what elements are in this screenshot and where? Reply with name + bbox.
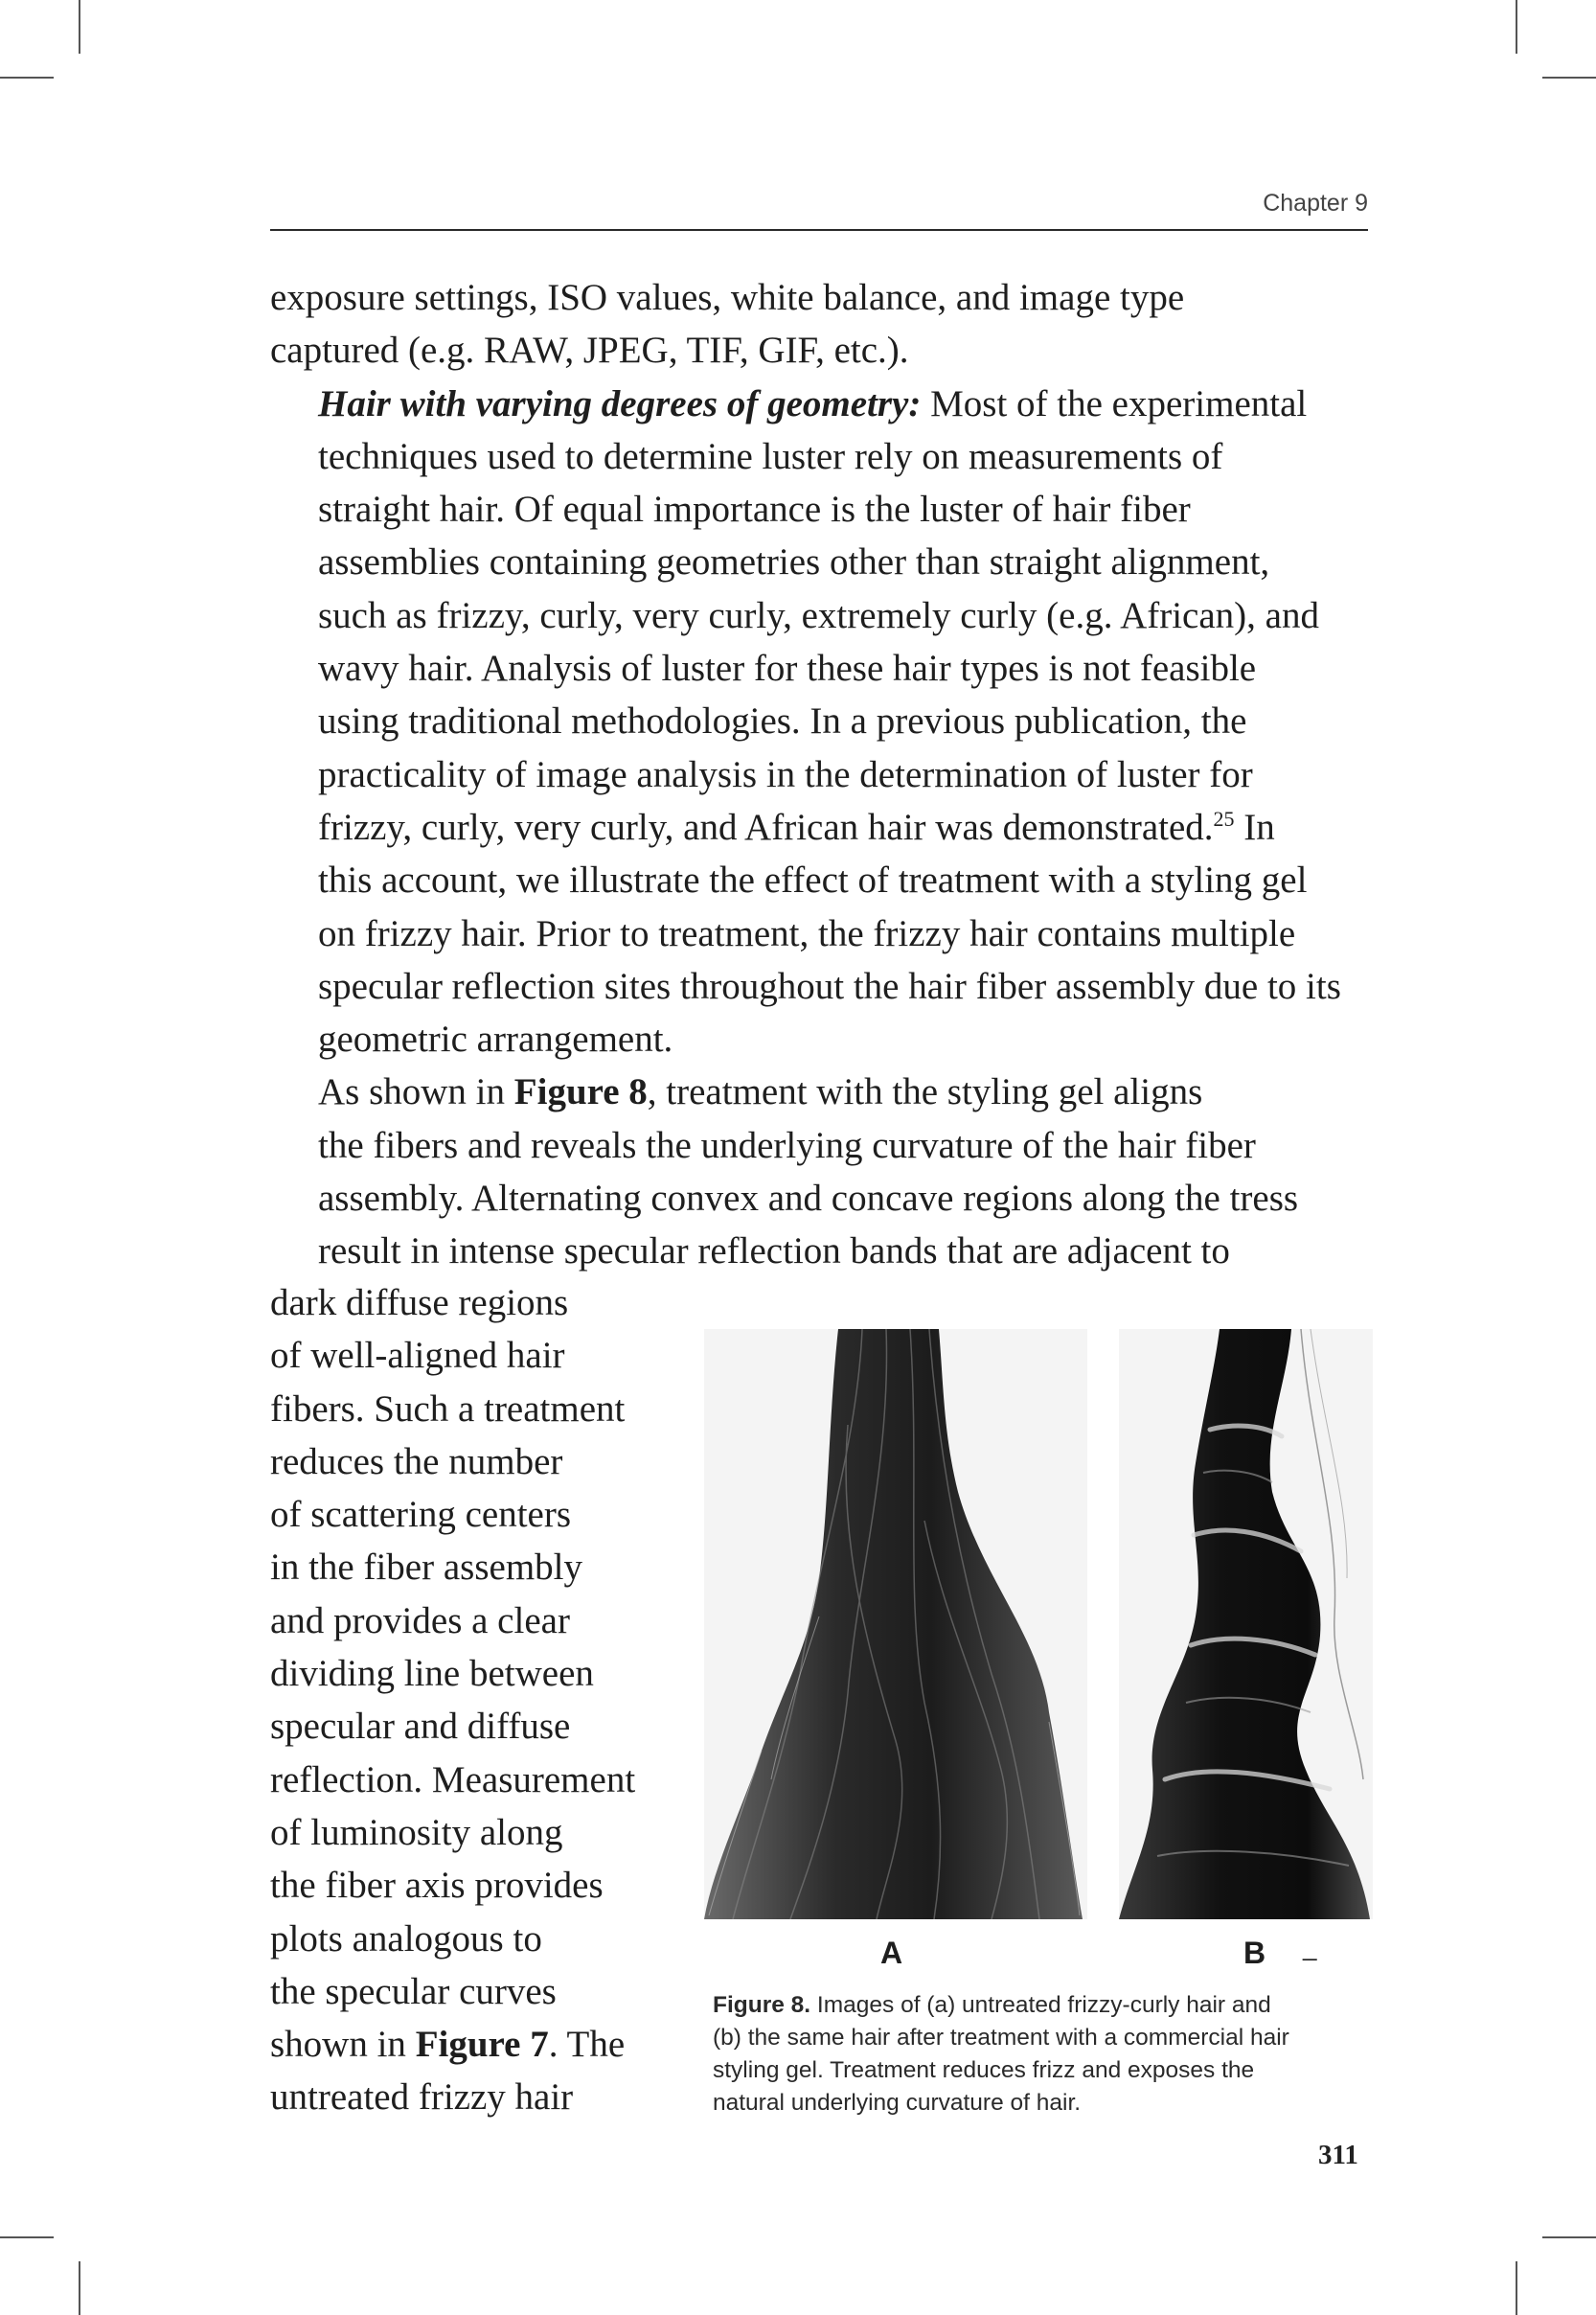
text-line: this account, we illustrate the effect of treatment with a styling gel bbox=[318, 860, 1308, 902]
panel-label-b: B bbox=[1243, 1936, 1266, 1970]
text-run: shown in bbox=[270, 2024, 416, 2066]
text-line bbox=[270, 801, 1370, 854]
text-line: captured (e.g. RAW, JPEG, TIF, GIF, etc.). bbox=[270, 330, 909, 372]
text-line: assemblies containing geometries other than straight alignment, bbox=[318, 541, 1270, 584]
crop-mark bbox=[79, 2261, 80, 2315]
text-line: geometric arrangement. bbox=[318, 1019, 673, 1061]
crop-mark bbox=[79, 0, 80, 54]
text-line: fibers. Such a treatment bbox=[270, 1387, 626, 1430]
text-line: and provides a clear bbox=[270, 1599, 570, 1641]
caption-line: styling gel. Treatment reduces frizz and exposes the bbox=[713, 2057, 1255, 2083]
run-in-heading: Hair with varying degrees of geometry: bbox=[318, 382, 922, 424]
panel-label-a: A bbox=[880, 1936, 903, 1970]
text-run: frizzy, curly, very curly, and African hair was demonstrated. bbox=[318, 806, 1214, 848]
text-line: dark diffuse regions bbox=[270, 1282, 569, 1323]
text-line: on frizzy hair. Prior to treatment, the frizzy hair contains multiple bbox=[318, 912, 1296, 954]
text-line: the specular curves bbox=[270, 1970, 557, 2012]
text-line: such as frizzy, curly, very curly, extremely curly (e.g. African), and bbox=[318, 594, 1319, 636]
crop-mark bbox=[1542, 77, 1596, 79]
figure-caption bbox=[713, 1989, 1374, 2120]
caption-run: Images of (a) untreated frizzy-curly hair and bbox=[810, 1992, 1271, 2018]
text-line: reflection. Measurement bbox=[270, 1758, 636, 1800]
text-line: wavy hair. Analysis of luster for these hair types is not feasible bbox=[318, 648, 1257, 690]
text-run: In bbox=[1234, 806, 1275, 848]
text-line: assembly. Alternating convex and concave regions along the tress bbox=[318, 1178, 1299, 1220]
text-line bbox=[270, 378, 1370, 430]
running-head: Chapter 9 bbox=[1263, 190, 1368, 217]
text-line: the fiber axis provides bbox=[270, 1865, 604, 1907]
text-line: of well-aligned hair bbox=[270, 1335, 565, 1377]
text-run: Most of the experimental bbox=[921, 382, 1308, 424]
text-line: of scattering centers bbox=[270, 1494, 572, 1536]
text-run: As shown in bbox=[318, 1071, 514, 1113]
crop-mark bbox=[1516, 0, 1517, 54]
reference-superscript: 25 bbox=[1213, 806, 1235, 831]
text-line: exposure settings, ISO values, white balance, and image type bbox=[270, 277, 1185, 318]
text-line: specular reflection sites throughout the hair fiber assembly due to its bbox=[318, 965, 1341, 1007]
text-line: the fibers and reveals the underlying curvature of the hair fiber bbox=[318, 1124, 1256, 1166]
figure-reference: Figure 7 bbox=[415, 2024, 549, 2066]
text-line: straight hair. Of equal importance is the luster of hair fiber bbox=[318, 489, 1191, 531]
text-line: specular and diffuse bbox=[270, 1706, 571, 1748]
text-line: practicality of image analysis in the determination of luster for bbox=[318, 753, 1253, 795]
text-line: result in intense specular reflection bands that are adjacent to bbox=[318, 1230, 1230, 1272]
caption-line bbox=[713, 1989, 1374, 2022]
text-line: using traditional methodologies. In a previous publication, the bbox=[318, 700, 1247, 743]
text-line: reduces the number bbox=[270, 1440, 563, 1482]
text-line: of luminosity along bbox=[270, 1811, 563, 1853]
hair-image-treated bbox=[1119, 1329, 1373, 1919]
paragraph-3 bbox=[270, 1066, 1370, 1277]
page-number: 311 bbox=[1318, 2140, 1358, 2170]
paragraph-2 bbox=[270, 378, 1370, 1066]
text-line: plots analogous to bbox=[270, 1917, 542, 1960]
crop-mark bbox=[0, 2236, 54, 2238]
caption-line: natural underlying curvature of hair. bbox=[713, 2090, 1082, 2116]
figure-reference: Figure 8 bbox=[513, 1071, 648, 1113]
text-line: techniques used to determine luster rely on measurements of bbox=[318, 435, 1223, 477]
crop-mark bbox=[1542, 2236, 1596, 2238]
caption-label: Figure 8. bbox=[713, 1992, 811, 2018]
crop-mark bbox=[0, 77, 54, 79]
text-run: . The bbox=[548, 2024, 626, 2066]
text-line: untreated frizzy hair bbox=[270, 2076, 574, 2119]
caption-line: (b) the same hair after treatment with a commercial hair bbox=[713, 2025, 1289, 2051]
text-line: dividing line between bbox=[270, 1653, 594, 1695]
hair-image-untreated bbox=[704, 1329, 1087, 1919]
body-text bbox=[270, 271, 1370, 1278]
text-line bbox=[270, 1066, 1370, 1118]
panel-label-mark: _ bbox=[1303, 1933, 1317, 1961]
text-line bbox=[270, 2018, 692, 2071]
text-line: in the fiber assembly bbox=[270, 1547, 582, 1589]
header-rule bbox=[270, 229, 1368, 231]
text-run: , treatment with the styling gel aligns bbox=[647, 1071, 1203, 1113]
paragraph-1 bbox=[270, 271, 1370, 378]
body-text-wrapped bbox=[270, 1276, 692, 2124]
crop-mark bbox=[1516, 2261, 1517, 2315]
